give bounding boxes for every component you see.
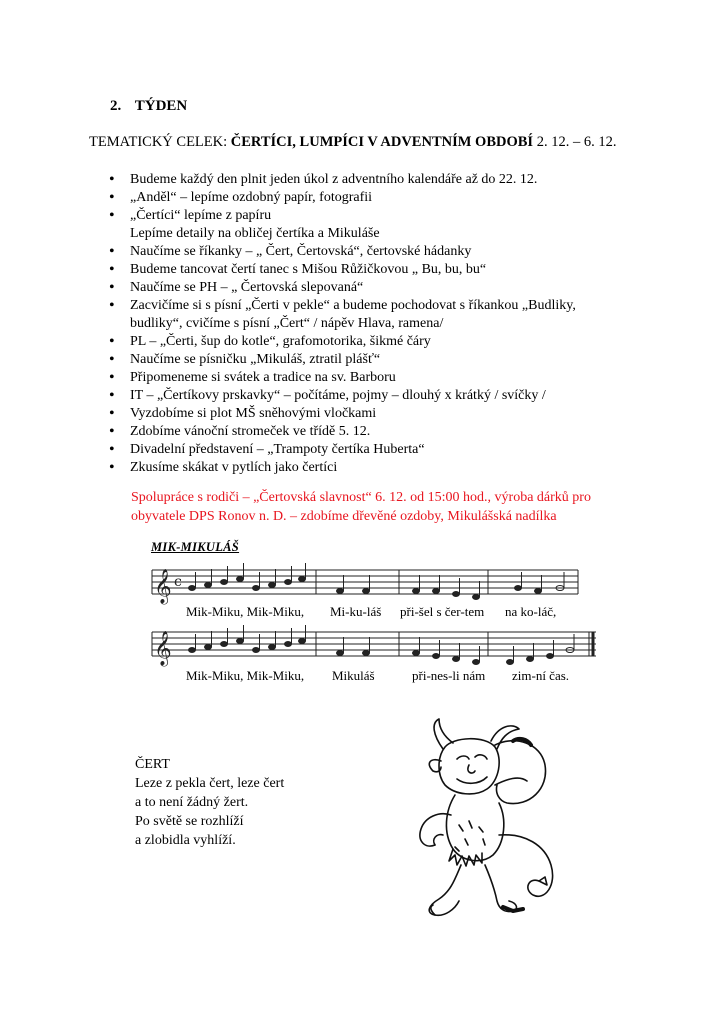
poem-line: Po světě se rozhlíží [135,814,244,829]
list-item: • Divadelní představení – „Trampoty čertíka Huberta“ [109,441,629,459]
week-title: TÝDEN [134,98,188,114]
lyric-row1-seg4: na ko-láč, [505,604,557,619]
list-item: • PL – „Čerti, šup do kotle“, grafomotorika, šikmé čáry [109,333,629,351]
lyric-row1-seg3: při-šel s čer-tem [400,604,485,619]
poem-line: a zlobidla vyhlíží. [135,833,236,848]
parent-cooperation-note [131,488,651,526]
staff-row-2 [152,632,596,656]
lyric-row2-seg2: Mikuláš [332,668,375,683]
list-item: • Naučíme se říkanky – „ Čert, Čertovská“, čertovské hádanky [109,243,629,261]
poem-line: Leze z pekla čert, leze čert [135,776,285,791]
week-heading [110,98,187,115]
lyric-row2-seg1: Mik-Miku, Mik-Miku, [186,668,305,683]
svg-text:𝄞: 𝄞 [154,631,172,666]
list-item: • Naučíme se písničku „Mikuláš, ztratil plášť“ [109,351,629,369]
lyric-row2-seg4: zim-ní čas. [512,668,570,683]
lyric-row1-seg2: Mi-ku-láš [330,604,382,619]
week-number: 2. [110,98,122,114]
theme-dates: 2. 12. – 6. 12. [536,134,617,150]
cooperation-line-2: obyvatele DPS Ronov n. D. – zdobíme dřevěné ozdoby, Mikulášská nadílka [131,509,557,524]
task-list [109,171,629,477]
list-item: • „Čertíci“ lepíme z papíru [109,207,629,225]
song-title: MIK-MIKULÁŠ [151,540,240,554]
list-item: • Zkusíme skákat v pytlích jako čertíci [109,459,629,477]
lyric-row1-seg1: Mik-Miku, Mik-Miku, [186,604,305,619]
svg-text:c: c [174,574,182,590]
list-item: • Zdobíme vánoční stromeček ve třídě 5. 12. [109,423,629,441]
poem [135,755,284,850]
lyric-row2-seg3: při-nes-li nám [412,668,486,683]
list-item: • Budeme tancovat čertí tanec s Mišou Růžičkovou „ Bu, bu, bu“ [109,261,629,279]
theme-label: TEMATICKÝ CELEK: [89,134,228,150]
list-item: • Připomeneme si svátek a tradice na sv. Barboru [109,369,629,387]
devil-illustration [395,715,575,925]
list-item: • Zacvičíme si s písní „Čerti v pekle“ a budeme pochodovat s říkankou „Budliky, [109,297,629,315]
list-item: • „Anděl“ – lepíme ozdobný papír, fotografii [109,189,629,207]
list-item: • IT – „Čertíkovy prskavky“ – počítáme, pojmy – dlouhý x krátký / svíčky / [109,387,629,405]
poem-title: ČERT [135,757,170,772]
list-item: • Budeme každý den plnit jeden úkol z adventního kalendáře až do 22. 12. [109,171,629,189]
theme-line [89,134,616,151]
poem-line: a to není žádný žert. [135,795,249,810]
list-item: • Vyzdobíme si plot MŠ sněhovými vločkami [109,405,629,423]
list-item-continuation: Lepíme detaily na obličej čertíka a Mikuláše [130,226,380,241]
list-item: • Naučíme se PH – „ Čertovská slepovaná“ [109,279,629,297]
list-item-continuation: budliky“, cvičíme s písní „Čert“ / nápěv Hlava, ramena/ [130,316,444,331]
theme-title: ČERTÍCI, LUMPÍCI V ADVENTNÍM OBDOBÍ [230,134,534,150]
svg-text:𝄞: 𝄞 [154,569,172,604]
cooperation-line-1: Spolupráce s rodiči – „Čertovská slavnost“ 6. 12. od 15:00 hod., výroba dárků pro [131,490,591,505]
